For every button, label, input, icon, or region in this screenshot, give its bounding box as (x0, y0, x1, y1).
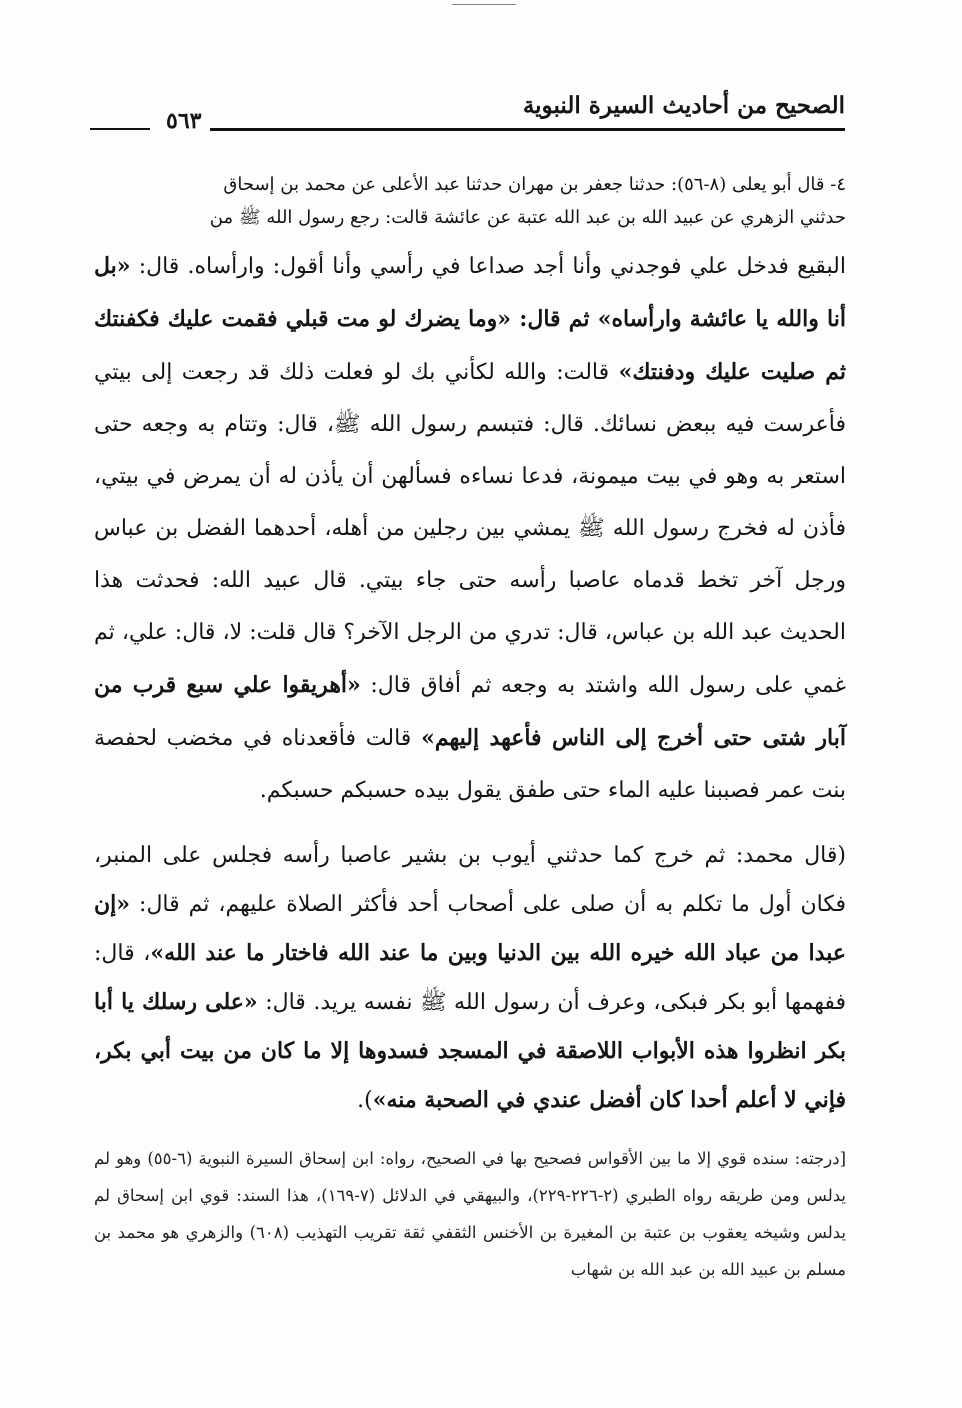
second-quote-2: «على رسلك يا أبا بكر انظروا هذه الأبواب اللاصقة في المسجد فسدوها إلا ما كان من بيت أبي بكر، فإني لا أعلم أحدا كان أفضل عندي في الصحبة منه» (94, 989, 846, 1113)
hadith-text-2: قالت: والله لكأني بك لو فعلت ذلك قد رجعت إلى بيتي فأعرست فيه ببعض نسائك. قال: فتبسم رسول الله ﷺ، قال: وتتام به وجعه حتى استعر به وهو في بيت ميمونة، فدعا نساءه فسألهن أن يأذن له أن يمرض في بيتي، فأذن له فخرج رسول الله ﷺ يمشي بين رجلين من أهله، أحدهما الفضل بن عباس ورجل آخر تخط قدماه عاصبا رأسه حتى جاء بيتي. قال عبيد الله: فحدثت هذا الحديث عبد الله بن عباس، قال: تدري من الرجل الآخر؟ قال قلت: لا، قال: علي، ثم غمي على رسول الله واشتد به وجعه ثم أفاق قال: (94, 360, 846, 698)
hadith-quote-1: «بل أنا والله يا عائشة وارأساه» ثم قال: «وما يضرك لو مت قبلي فقمت عليك فكفنتك ثم صليت عليك ودفنتك» (94, 253, 846, 385)
running-header (90, 92, 845, 140)
hadith-text-3: قالت فأقعدناه في مخضب لحفصة بنت عمر فصببنا عليه الماء حتى طفق يقول بيده حسبكم حسبكم. (94, 726, 846, 803)
hadith-intro: ٤- قال أبو يعلى (٨-٥٦): حدثنا جعفر بن مهران حدثنا عبد الأعلى عن محمد بن إسحاق (223, 174, 846, 195)
footnote-text: [درجته: سنده قوي إلا ما بين الأقواس فصحيح بها في الصحيح، رواه: ابن إسحاق السيرة النبوية (٦-٥٥) وهو لم يدلس ومن طريقه رواه الطبري (٢-٢٢٦-٢٢٩)، والبيهقي في الدلائل (٧-١٦٩)، هذا السند: قوي ابن إسحاق لم يدلس وشيخه يعقوب بن عتبة بن المغيرة بن الأخنس الثقفي ثقة تقريب التهذيب (٦٠٨) والزهري هو محمد بن مسلم بن عبيد الله بن عبد الله بن شهاب (94, 1149, 847, 1279)
footnote (94, 1140, 846, 1288)
hadith-paragraph (94, 170, 846, 817)
header-title: الصحيح من أحاديث السيرة النبوية (522, 92, 845, 119)
second-text-2: ، قال: ففهمها أبو بكر فبكى، وعرف أن رسول الله ﷺ نفسه يريد. قال: (94, 941, 846, 1015)
second-paragraph (94, 832, 846, 1125)
second-text-3: ). (357, 1088, 373, 1113)
hadith-quote-2: «أهريقوا علي سبع قرب من آبار شتى حتى أخرج إلى الناس فأعهد إليهم» (94, 672, 846, 751)
second-quote-1: «إن عبدا من عباد الله خيره الله بين الدنيا وبين ما عند الله فاختار ما عند الله» (94, 891, 846, 966)
header-rule-left (90, 128, 150, 130)
scan-mark (452, 4, 516, 5)
page-number: ٥٦٣ (166, 108, 202, 134)
hadith-text-1: البقيع فدخل علي فوجدني وأنا أجد صداعا في رأسي وأنا أقول: وارأساه. قال: (138, 254, 846, 279)
header-rule (210, 128, 845, 131)
hadith-chain: حدثني الزهري عن عبيد الله بن عبد الله عتبة عن عائشة قالت: رجع رسول الله ﷺ من (209, 207, 846, 228)
second-text-1: (قال محمد: ثم خرج كما حدثني أيوب بن بشير عاصبا رأسه فجلس على المنبر، فكان أول ما تكلم به أن صلى على أصحاب أحد فأكثر الصلاة عليهم، ثم قال: (94, 843, 846, 917)
